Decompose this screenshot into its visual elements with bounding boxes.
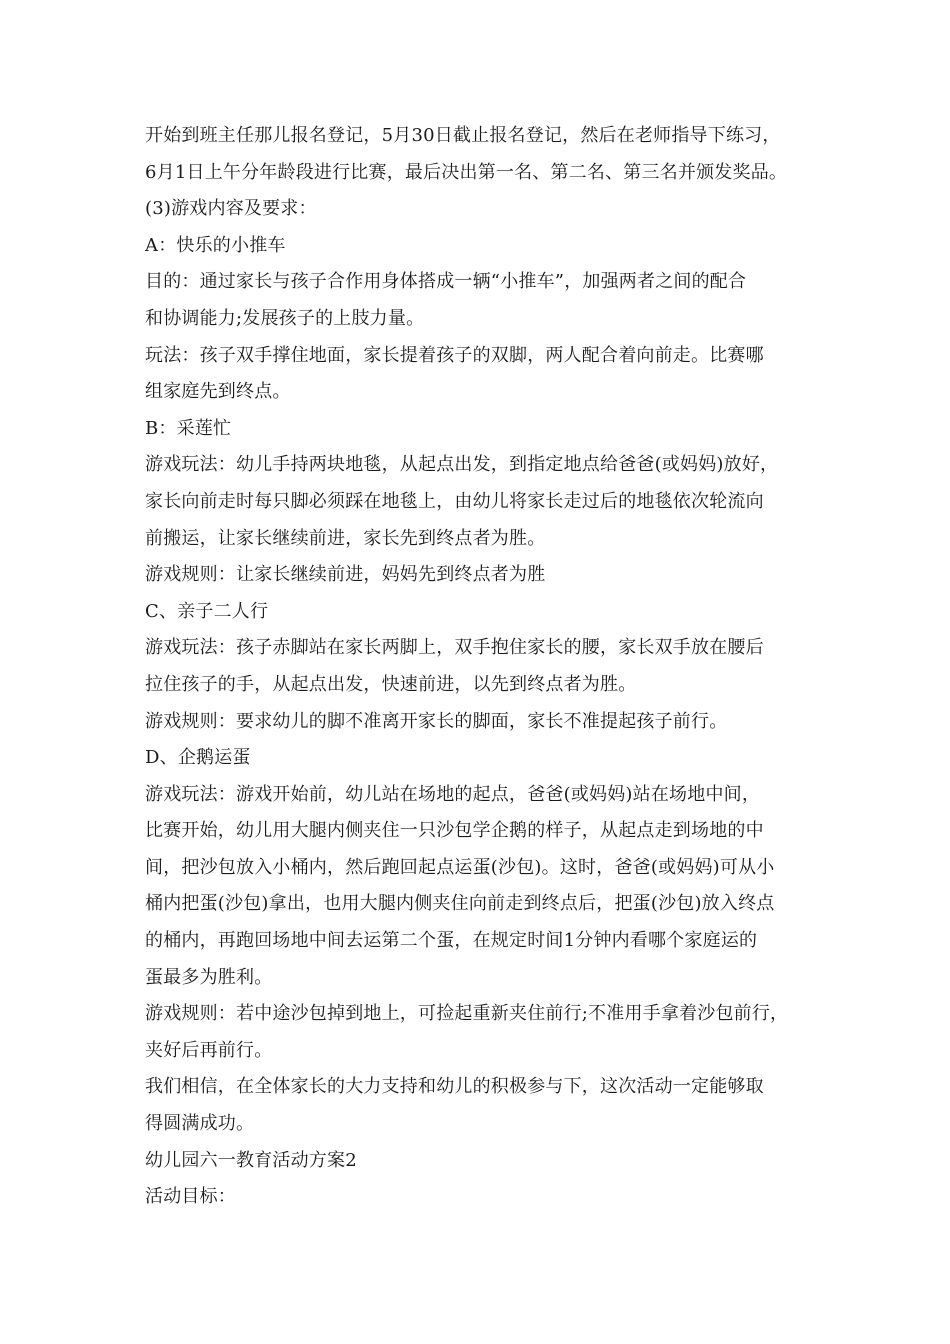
text-line: 玩法：孩子双手撑住地面，家长提着孩子的双脚，两人配合着向前走。比赛哪 (145, 344, 764, 366)
text-line: 目的：通过家长与孩子合作用身体搭成一辆“小推车”，加强两者之间的配合 (145, 271, 747, 293)
section-heading: 活动目标： (145, 1186, 236, 1208)
text-line: 和协调能力;发展孩子的上肢力量。 (145, 307, 425, 329)
text-line: 开始到班主任那儿报名登记，5月30日截止报名登记，然后在老师指导下练习， (145, 125, 781, 146)
plan-title: 幼儿园六一教育活动方案2 (145, 1149, 357, 1171)
text-line: 游戏规则：让家长继续前进，妈妈先到终点者为胜 (145, 564, 546, 586)
game-title: B：采莲忙 (145, 417, 232, 439)
text-line: 的桶内，再跑回场地中间去运第二个蛋，在规定时间1分钟内看哪个家庭运的 (145, 930, 758, 952)
text-line: 游戏玩法：孩子赤脚站在家长两脚上，双手抱住家长的腰，家长双手放在腰后 (145, 637, 764, 659)
game-title: C、亲子二人行 (145, 600, 269, 622)
text-line: 家长向前走时每只脚必须踩在地毯上，由幼儿将家长走过后的地毯依次轮流向 (145, 490, 764, 512)
section-heading: (3)游戏内容及要求： (145, 198, 317, 220)
text-line: 游戏规则：若中途沙包掉到地上，可捡起重新夹住前行;不准用手拿着沙包前行， (145, 1003, 789, 1025)
text-line: 得圆满成功。 (145, 1113, 255, 1135)
game-title: A：快乐的小推车 (145, 234, 286, 256)
text-line: 前搬运，让家长继续前进，家长先到终点者为胜。 (145, 527, 546, 549)
text-line: 组家庭先到终点。 (145, 381, 291, 403)
text-line: 间，把沙包放入小桶内，然后跑回起点运蛋(沙包)。这时，爸爸(或妈妈)可从小 (145, 856, 775, 878)
text-line: 蛋最多为胜利。 (145, 966, 273, 988)
game-title: D、企鹅运蛋 (145, 747, 251, 769)
text-line: 桶内把蛋(沙包)拿出，也用大腿内侧夹住向前走到终点后，把蛋(沙包)放入终点 (145, 893, 775, 915)
text-line: 游戏规则：要求幼儿的脚不准离开家长的脚面，家长不准提起孩子前行。 (145, 710, 728, 732)
text-line: 我们相信，在全体家长的大力支持和幼儿的积极参与下，这次活动一定能够取 (145, 1076, 764, 1098)
text-line: 夹好后再前行。 (145, 1039, 273, 1061)
text-line: 游戏玩法：幼儿手持两块地毯，从起点出发，到指定地点给爸爸(或妈妈)放好， (145, 454, 779, 476)
document-body (145, 118, 825, 1216)
text-line: 6月1日上午分年龄段进行比赛，最后决出第一名、第二名、第三名并颁发奖品。 (145, 161, 788, 183)
text-line: 游戏玩法：游戏开始前，幼儿站在场地的起点，爸爸(或妈妈)站在场地中间， (145, 783, 761, 805)
text-line: 比赛开始，幼儿用大腿内侧夹住一只沙包学企鹅的样子，从起点走到场地的中 (145, 820, 764, 842)
text-line: 拉住孩子的手，从起点出发，快速前进，以先到终点者为胜。 (145, 673, 637, 695)
